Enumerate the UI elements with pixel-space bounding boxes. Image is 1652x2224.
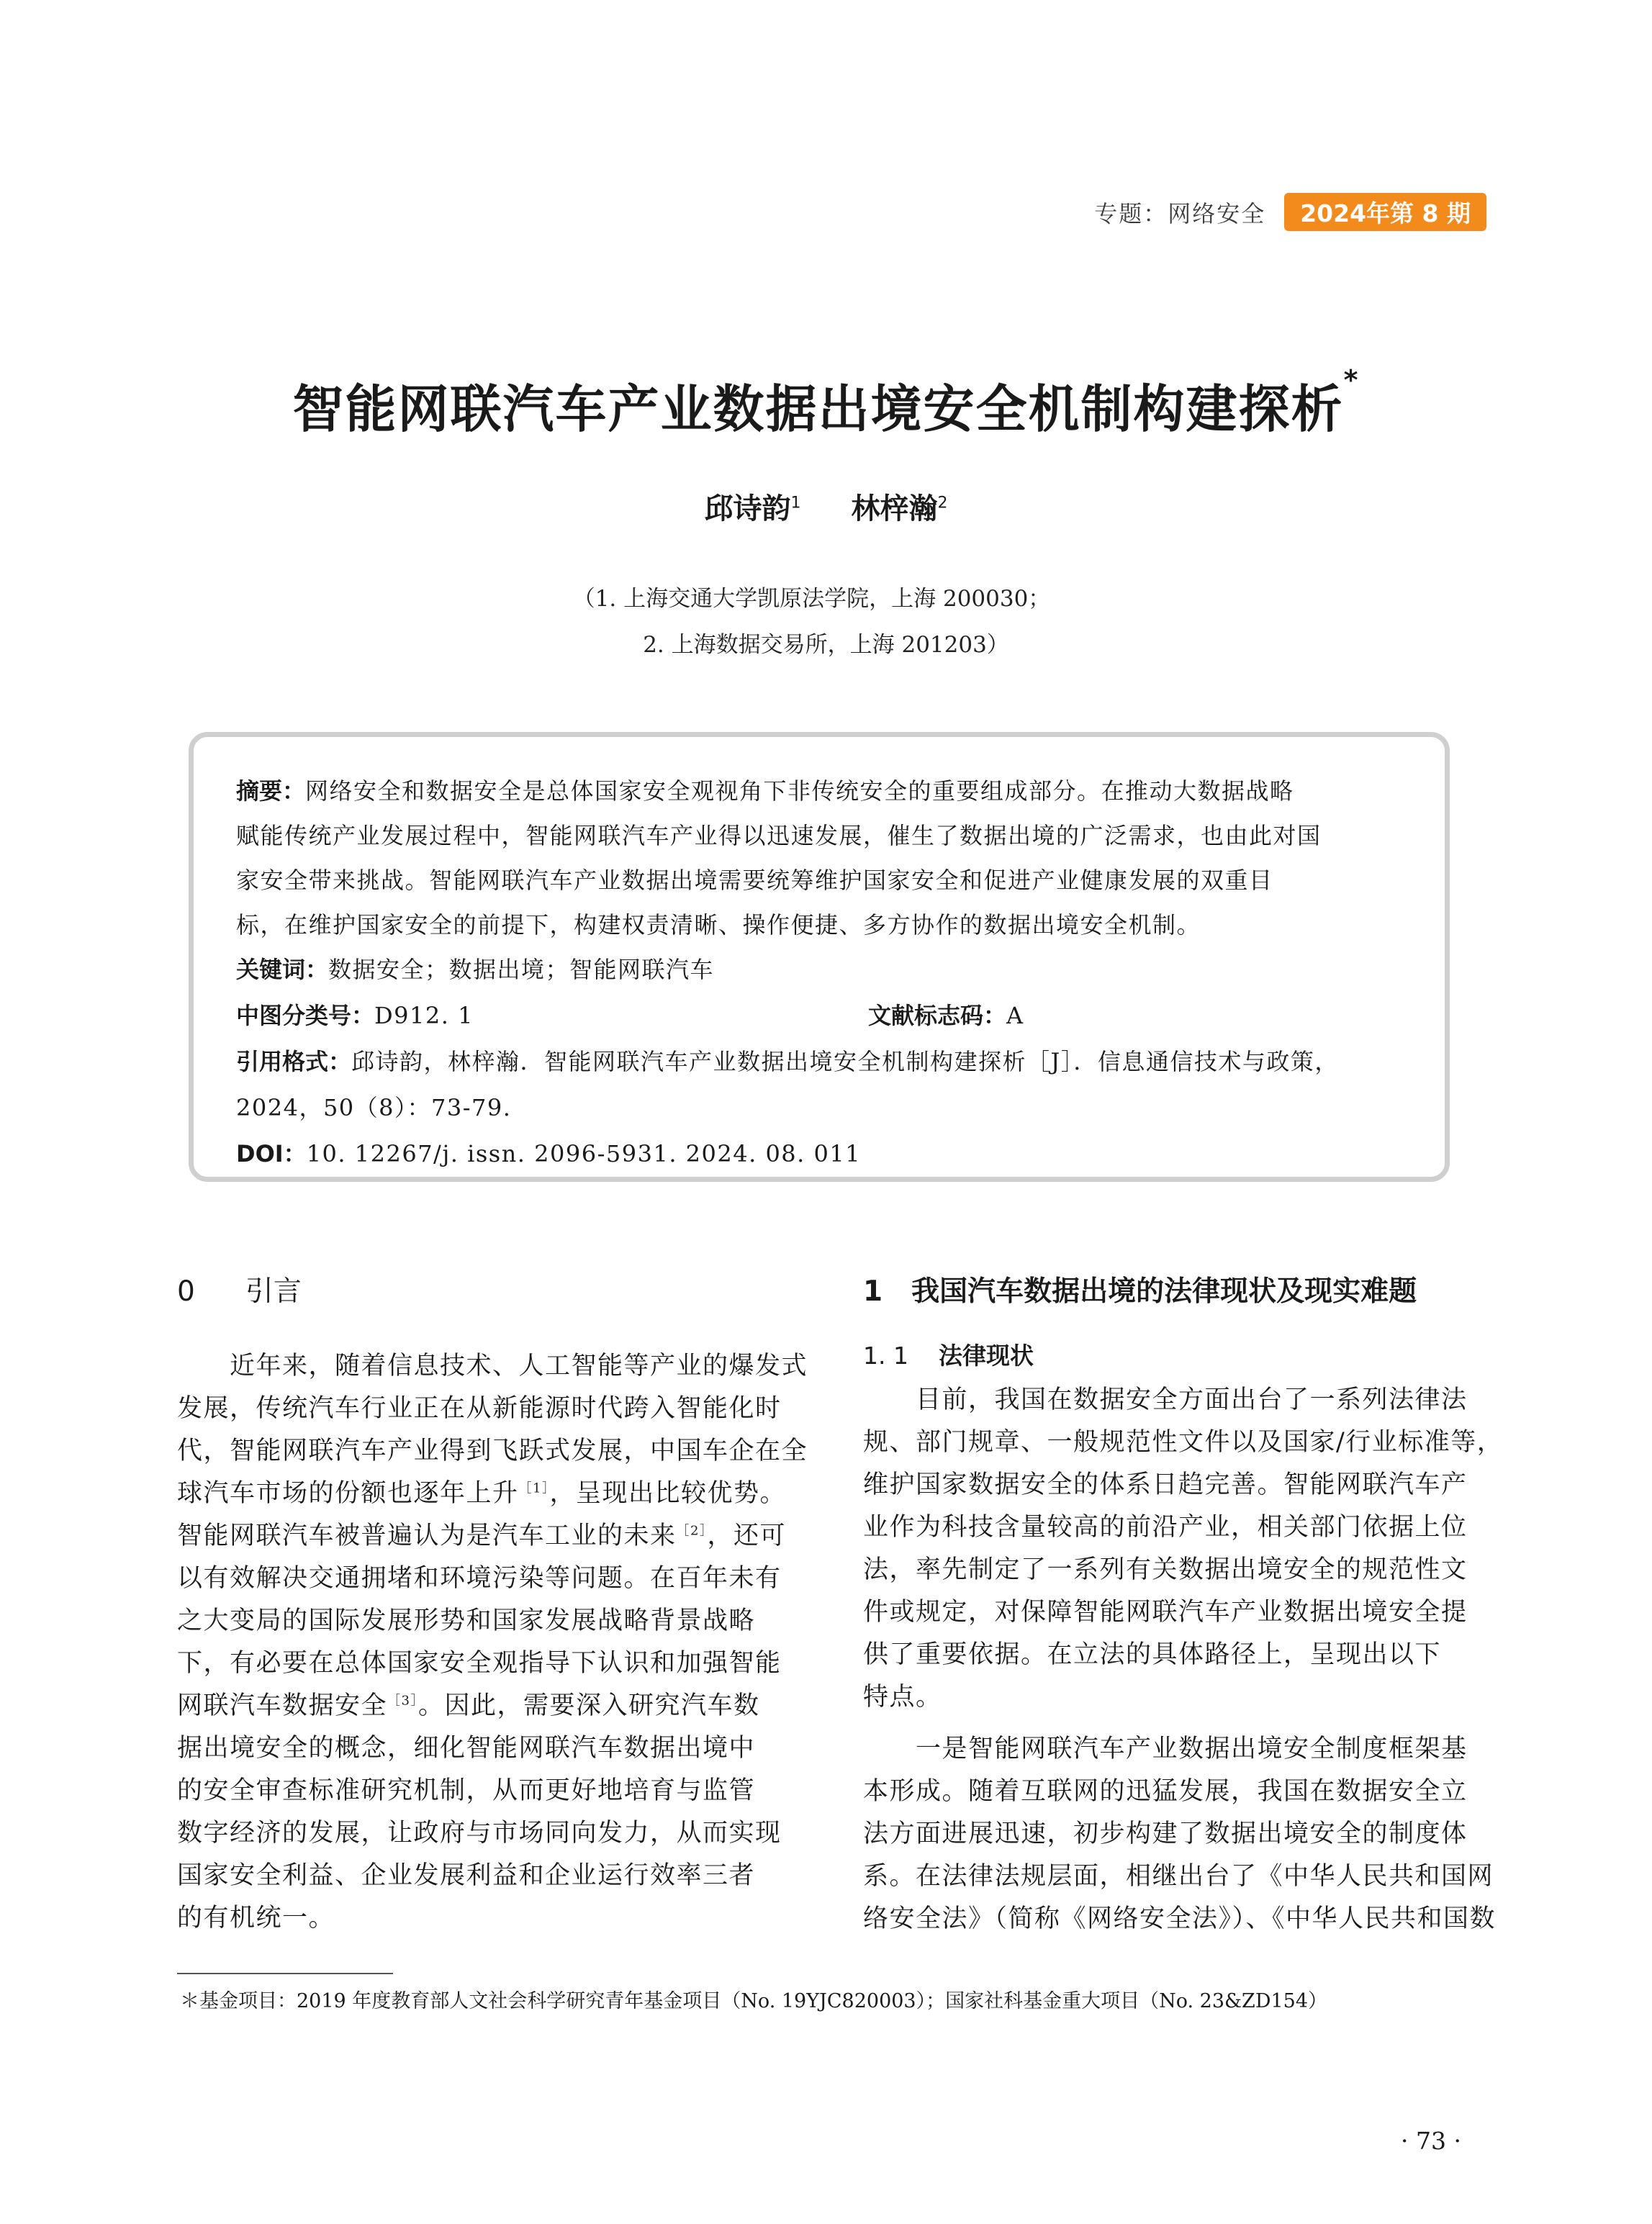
body-line: 法，率先制定了一系列有关数据出境安全的规范性文 (863, 1555, 1468, 1584)
body-line: 之大变局的国际发展形势和国家发展战略背景战略 (177, 1606, 756, 1635)
author (705, 492, 801, 525)
body-line: 件或规定，对保障智能网联汽车产业数据出境安全提 (863, 1598, 1468, 1627)
doc-code-label: 文献标志码： (868, 1002, 1007, 1029)
author-name: 林梓瀚 (851, 492, 938, 525)
body-line: 的安全审查标准研究机制，从而更好地培育与监管 (177, 1776, 756, 1805)
body-line: 目前，我国在数据安全方面出台了一系列法律法 (863, 1386, 1468, 1414)
subsection-title-text: 法律现状 (938, 1342, 1034, 1370)
body-line: 业作为科技含量较高的前沿产业，相关部门依据上位 (863, 1513, 1468, 1542)
body-line: 一是智能网联汽车产业数据出境安全制度框架基 (863, 1735, 1468, 1763)
body-text: ，呈现出比较优势。 (549, 1479, 786, 1508)
body-line (177, 1516, 786, 1552)
body-text: 网联汽车数据安全 (177, 1691, 388, 1720)
body-line: 络安全法》（简称《网络安全法》）、《中华人民共和国数 (863, 1904, 1497, 1933)
abstract-box (189, 732, 1450, 1182)
author-affiliation-mark: 1 (790, 494, 801, 512)
title-footnote-mark: * (1343, 364, 1360, 396)
body-text: 。因此，需要深入研究汽车数 (417, 1691, 760, 1720)
paper-title-text: 智能网联汽车产业数据出境安全机制构建探析 (292, 379, 1344, 439)
citation-ref: ［2］ (676, 1523, 708, 1539)
body-line: 维护国家数据安全的体系日趋完善。智能网联汽车产 (863, 1470, 1468, 1499)
citation-text: 邱诗韵，林梓瀚．智能网联汽车产业数据出境安全机制构建探析［J］．信息通信技术与政策， (351, 1048, 1339, 1075)
body-line: 下，有必要在总体国家安全观指导下认识和加强智能 (177, 1649, 782, 1678)
body-line (177, 1686, 759, 1722)
citation-ref: ［3］ (387, 1693, 418, 1709)
page-number: · 73 · (1401, 2127, 1461, 2155)
body-text: 球汽车市场的份额也逐年上升 (177, 1479, 519, 1508)
section-heading (177, 1269, 302, 1309)
author-list (0, 486, 1652, 527)
journal-header (1094, 193, 1486, 231)
doi-line (236, 1136, 861, 1169)
body-line: 以有效解决交通拥堵和环境污染等问题。在百年未有 (177, 1564, 782, 1593)
body-line: 的有机统一。 (177, 1904, 335, 1933)
body-line: 近年来，随着信息技术、人工智能等产业的爆发式 (177, 1352, 808, 1380)
paper-title (0, 364, 1652, 442)
keywords-text: 数据安全；数据出境；智能网联汽车 (328, 956, 715, 983)
body-line: 规、部门规章、一般规范性文件以及国家/行业标准等， (863, 1428, 1504, 1457)
body-line: 数字经济的发展，让政府与市场同向发力，从而实现 (177, 1819, 782, 1848)
topic-label: 专题：网络安全 (1094, 199, 1266, 227)
body-text: 智能网联汽车被普遍认为是汽车工业的未来 (177, 1522, 677, 1550)
funding-footnote: ＊基金项目：2019 年度教育部人文社会科学研究青年基金项目（No. 19YJC820003）；国家社科基金重大项目（No. 23&ZD154） (180, 1990, 1328, 2012)
abstract-text: 网络安全和数据安全是总体国家安全观视角下非传统安全的重要组成部分。在推动大数据战略 (305, 777, 1294, 805)
clc-code: D912. 1 (374, 1002, 474, 1029)
body-line: 发展，传统汽车行业正在从新能源时代跨入智能化时 (177, 1394, 782, 1423)
keywords-line (236, 951, 714, 985)
section-heading (863, 1269, 1417, 1309)
affiliation-line: （1. 上海交通大学凯原法学院，上海 200030； (572, 586, 1051, 612)
author (851, 492, 947, 525)
issue-badge: 2024年第 8 期 (1284, 193, 1486, 231)
body-line: 代，智能网联汽车产业得到飞跃式发展，中国车企在全 (177, 1437, 808, 1465)
section-number: 0 (177, 1275, 195, 1308)
body-line (177, 1473, 786, 1509)
doi-text: 10. 12267/j. issn. 2096-5931. 2024. 08. 011 (306, 1140, 862, 1167)
subsection-number: 1. 1 (863, 1342, 908, 1370)
body-line: 据出境安全的概念，细化智能网联汽车数据出境中 (177, 1734, 756, 1763)
body-line: 系。在法律法规层面，相继出台了《中华人民共和国网 (863, 1862, 1494, 1891)
abstract-line: 赋能传统产业发展过程中，智能网联汽车产业得以迅速发展，催生了数据出境的广泛需求，也由此对国 (236, 822, 1322, 849)
body-line: 本形成。随着互联网的迅猛发展，我国在数据安全立 (863, 1777, 1468, 1806)
abstract-label: 摘要： (236, 777, 306, 805)
section-number: 1 (863, 1275, 883, 1308)
doc-code: A (1006, 1002, 1024, 1029)
abstract-line (236, 773, 1294, 806)
doi-label: DOI： (236, 1140, 307, 1167)
affiliation-line: 2. 上海数据交易所，上海 201203） (643, 632, 1009, 658)
footnote-divider (177, 1973, 393, 1974)
citation-line: 2024，50（8）：73-79. (236, 1094, 512, 1121)
abstract-line: 家安全带来挑战。智能网联汽车产业数据出境需要统筹维护国家安全和促进产业健康发展的双重目 (236, 867, 1273, 894)
body-line: 国家安全利益、企业发展利益和企业运行效率三者 (177, 1861, 756, 1890)
section-title-text: 引言 (245, 1275, 302, 1308)
clc-label: 中图分类号： (236, 1002, 375, 1029)
subsection-heading (863, 1337, 1034, 1371)
section-title-text: 我国汽车数据出境的法律现状及现实难题 (911, 1275, 1417, 1308)
body-line: 法方面进展迅速，初步构建了数据出境安全的制度体 (863, 1820, 1468, 1848)
keywords-label: 关键词： (236, 956, 329, 983)
citation-line (236, 1044, 1339, 1077)
clc-line (236, 998, 474, 1031)
citation-label: 引用格式： (236, 1048, 352, 1075)
doc-code-line (868, 998, 1024, 1031)
abstract-line: 标，在维护国家安全的前提下，构建权责清晰、操作便捷、多方协作的数据出境安全机制。 (236, 911, 1201, 939)
author-affiliation-mark: 2 (937, 494, 948, 512)
citation-ref: ［1］ (518, 1481, 550, 1496)
body-line: 特点。 (863, 1683, 942, 1712)
author-name: 邱诗韵 (704, 492, 791, 525)
body-text: ，还可 (707, 1522, 786, 1550)
body-line: 供了重要依据。在立法的具体路径上，呈现出以下 (863, 1640, 1442, 1669)
